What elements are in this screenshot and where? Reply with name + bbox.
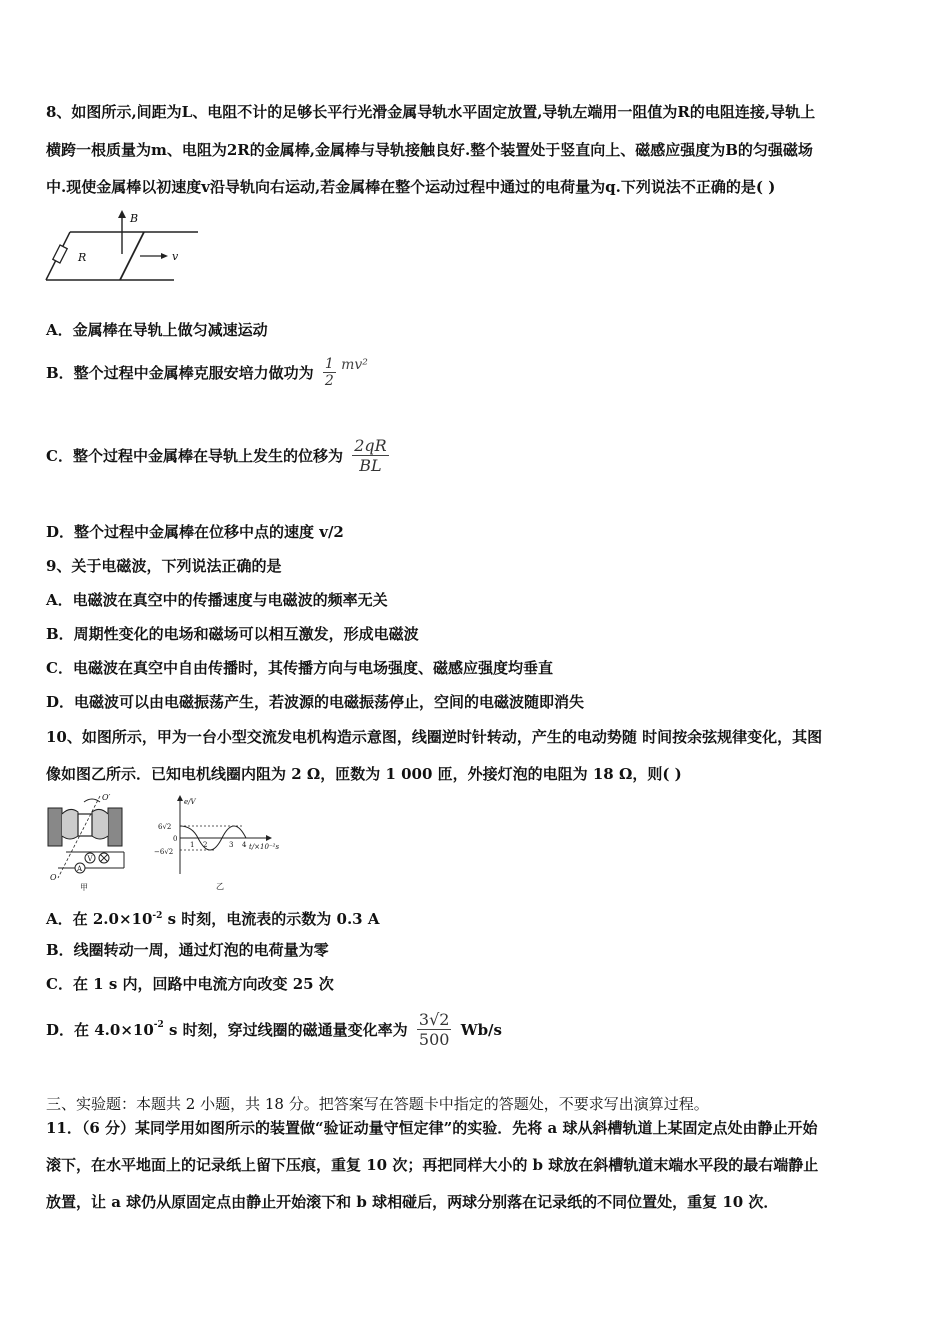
t2-label: 2 — [203, 841, 208, 849]
top-tick-label: 6√2 — [158, 823, 172, 831]
resistor-symbol — [53, 245, 67, 263]
bottom-tick-label: −6√2 — [154, 848, 174, 856]
q8-stem-line-1: 8、如图所示,间距为L、电阻不计的足够长平行光滑金属导轨水平固定放置,导轨左端用一阻值为R的电阻连接,导轨上 — [46, 103, 816, 121]
q10-d-pre: D．在 4.0×10 — [46, 1021, 154, 1039]
t3-label: 3 — [229, 841, 234, 849]
q10-d-exp: -2 — [153, 1020, 164, 1030]
q10-stem-line-2: 像如图乙所示．已知电机线圈内阻为 2 Ω，匝数为 1 000 匝，外接灯泡的电阻为 18 Ω，则( ) — [46, 765, 682, 783]
q8-c-denominator: BL — [359, 456, 382, 475]
q10-a-post: s 时刻，电流表的示数为 0.3 A — [162, 910, 380, 928]
q10-d-fraction — [417, 1010, 452, 1049]
magnet-right — [108, 808, 122, 846]
q8-stem-line-2: 横跨一根质量为m、电阻为2R的金属棒,金属棒与导轨接触良好.整个装置处于竖直向上、磁感应强度为B的匀强磁场 — [46, 141, 813, 159]
q8-option-a: A．金属棒在导轨上做匀减速运动 — [46, 321, 268, 339]
x-axis-label: t/×10⁻²s — [249, 843, 280, 851]
x-axis-arrow — [266, 835, 272, 841]
q9-stem: 9、关于电磁波，下列说法正确的是 — [46, 557, 282, 575]
yi-label: 乙 — [216, 882, 224, 891]
voltmeter-label: V — [87, 855, 93, 863]
generator-diagram — [48, 793, 124, 892]
q8-stem-line-3: 中.现使金属棒以初速度v沿导轨向右运动,若金属棒在整个运动过程中通过的电荷量为q.下列说法不正确的是( ) — [46, 178, 776, 196]
emf-graph — [154, 795, 279, 891]
q9-option-b: B．周期性变化的电场和磁场可以相互激发，形成电磁波 — [46, 625, 419, 643]
q8-circuit-figure — [44, 208, 204, 288]
q10-a-pre: A．在 2.0×10 — [46, 910, 153, 928]
q10-option-b: B．线圈转动一周，通过灯泡的电荷量为零 — [46, 941, 329, 959]
q11-line-3: 放置，让 a 球仍从原固定点由静止开始滚下和 b 球相碰后，两球分别落在记录纸的不同位置处，重复 10 次． — [46, 1193, 779, 1211]
magnet-pole-left — [62, 809, 78, 839]
q8-option-c — [46, 436, 389, 475]
q10-option-d — [46, 1010, 502, 1049]
q9-option-c: C．电磁波在真空中自由传播时，其传播方向与电场强度、磁感应强度均垂直 — [46, 659, 553, 677]
zero-label: 0 — [173, 835, 178, 843]
o-label: O — [50, 873, 57, 882]
t1-label: 1 — [190, 841, 195, 849]
q10-figure — [44, 792, 294, 894]
label-r: R — [78, 251, 87, 264]
q8-option-b — [46, 356, 368, 389]
q10-d-denominator: 500 — [418, 1030, 450, 1049]
magnet-pole-right — [92, 809, 108, 839]
q10-option-a — [46, 906, 379, 929]
y-axis-label: e/V — [184, 798, 196, 806]
q10-d-numerator: 3√2 — [418, 1010, 450, 1029]
ammeter-label: A — [77, 865, 83, 873]
q8-option-b-text: B．整个过程中金属棒克服安培力做功为 — [46, 364, 314, 382]
q8-c-numerator: 2qR — [354, 436, 387, 455]
q8-b-mv2: mv² — [341, 356, 368, 373]
q8-option-c-fraction — [352, 436, 388, 475]
section3-heading: 三、实验题：本题共 2 小题，共 18 分。把答案写在答题卡中指定的答题处，不要求写出演算过程。 — [46, 1095, 709, 1113]
q10-option-c: C．在 1 s 内，回路中电流方向改变 25 次 — [46, 975, 334, 993]
magnet-left — [48, 808, 62, 846]
t4-label: 4 — [242, 841, 247, 849]
q9-option-a: A．电磁波在真空中的传播速度与电磁波的频率无关 — [46, 591, 388, 609]
o-prime-label: O′ — [102, 793, 111, 802]
label-b: B — [130, 212, 139, 225]
q8-option-c-text: C．整个过程中金属棒在导轨上发生的位移为 — [46, 447, 343, 465]
q8-option-b-fraction — [323, 356, 336, 389]
q10-a-exp: -2 — [152, 911, 163, 921]
b-arrow-head — [118, 210, 126, 218]
q10-d-unit: Wb/s — [460, 1020, 502, 1039]
q8-b-denominator: 2 — [324, 373, 334, 389]
q10-stem-line-1: 10、如图所示，甲为一台小型交流发电机构造示意图，线圈逆时针转动，产生的电动势随 时间按余弦规律变化，其图 — [46, 728, 823, 746]
v-arrow-head — [161, 253, 168, 259]
label-v: v — [172, 250, 179, 263]
q8-option-d: D．整个过程中金属棒在位移中点的速度 v/2 — [46, 523, 344, 541]
q10-d-mid: s 时刻，穿过线圈的磁通量变化率为 — [163, 1021, 408, 1039]
y-axis-arrow — [177, 795, 183, 801]
jia-label: 甲 — [80, 883, 88, 892]
q9-option-d: D．电磁波可以由电磁振荡产生，若波源的电磁振荡停止，空间的电磁波随即消失 — [46, 693, 585, 711]
q11-line-2: 滚下，在水平地面上的记录纸上留下压痕，重复 10 次；再把同样大小的 b 球放在斜槽轨道末端水平段的最右端静止 — [46, 1156, 819, 1174]
q11-line-1: 11．（6 分）某同学用如图所示的装置做“验证动量守恒定律”的实验．先将 a 球从斜槽轨道上某固定点处由静止开始 — [46, 1119, 818, 1137]
q8-b-numerator: 1 — [324, 356, 334, 372]
